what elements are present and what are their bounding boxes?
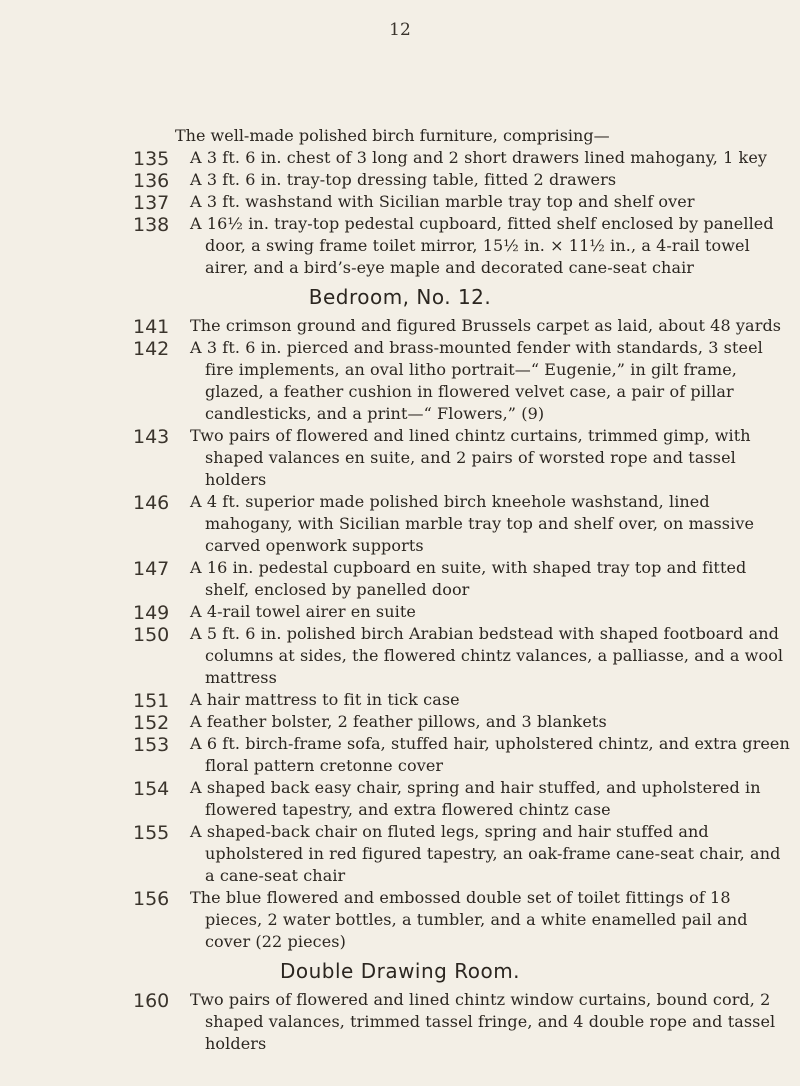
lot-description: A 3 ft. washstand with Sicilian marble tray top and shelf over xyxy=(190,192,695,211)
lot-number: 143 xyxy=(133,426,170,448)
lot-description: A 3 ft. 6 in. chest of 3 long and 2 short drawers lined mahogany, 1 key xyxy=(190,148,768,167)
lot-number: 136 xyxy=(133,170,170,192)
lot-number: 156 xyxy=(133,888,170,910)
lot-description: A 4-rail towel airer en suite xyxy=(190,602,416,621)
lot-number: 160 xyxy=(133,990,170,1012)
lot-number: 154 xyxy=(133,778,170,800)
lot-number: 142 xyxy=(133,338,170,360)
lot-description: The blue flowered and embossed double set of toilet fittings of 18 pieces, 2 water bottles, a tumbler, and a white enamelled pail and cover (22 pieces) xyxy=(190,888,748,951)
lot-description: A feather bolster, 2 feather pillows, and 3 blankets xyxy=(190,712,607,731)
lot-description: The crimson ground and figured Brussels carpet as laid, about 48 yards xyxy=(190,316,782,335)
lot-number: 150 xyxy=(133,624,170,646)
lot-number: 135 xyxy=(133,148,170,170)
lot-number: 155 xyxy=(133,822,170,844)
lot-description: A shaped-back chair on fluted legs, spring and hair stuffed and upholstered in red figured tapestry, an oak-frame cane-seat chair, and a cane-seat chair xyxy=(190,822,781,885)
lot-description: Two pairs of flowered and lined chintz curtains, trimmed gimp, with shaped valances en suite, and 2 pairs of worsted rope and tassel holders xyxy=(190,426,751,489)
section-title: Double Drawing Room. xyxy=(279,959,521,983)
lot-number: 151 xyxy=(133,690,170,712)
lot-description: A hair mattress to fit in tick case xyxy=(190,690,460,709)
lot-description: A 4 ft. superior made polished birch kneehole washstand, lined mahogany, with Sicilian marble tray top and shelf over, on massive carved openwork supports xyxy=(190,492,755,555)
lot-description: A 16 in. pedestal cupboard en suite, with shaped tray top and fitted shelf, enclosed by panelled door xyxy=(190,558,747,599)
lot-number: 153 xyxy=(133,734,170,756)
lot-number: 137 xyxy=(133,192,170,214)
lot-number: 149 xyxy=(133,602,170,624)
lot-description: Two pairs of flowered and lined chintz window curtains, bound cord, 2 shaped valances, trimmed tassel fringe, and 4 double rope and tassel holders xyxy=(190,990,776,1053)
lot-number: 147 xyxy=(133,558,170,580)
lot-number: 138 xyxy=(133,214,170,236)
lot-description: A 3 ft. 6 in. pierced and brass-mounted fender with standards, 3 steel fire implements, an oval litho portrait—“ Eugenie,” in gilt frame, glazed, a feather cushion in flowered velvet case, a pair of pillar candlesticks, and a print—“ Flowers,” (9) xyxy=(190,338,763,423)
lot-description: A shaped back easy chair, spring and hair stuffed, and upholstered in flowered tapestry, and extra flowered chintz case xyxy=(190,778,761,819)
lot-description: A 6 ft. birch-frame sofa, stuffed hair, upholstered chintz, and extra green floral pattern cretonne cover xyxy=(190,734,790,775)
lot-description: A 16½ in. tray-top pedestal cupboard, fitted shelf enclosed by panelled door, a swing frame toilet mirror, 15½ in. × 11½ in., a 4-rail towel airer, and a bird’s-eye maple and decorated cane-seat chair xyxy=(190,214,774,277)
lot-description: A 5 ft. 6 in. polished birch Arabian bedstead with shaped footboard and columns at sides, the flowered chintz valances, a palliasse, and a wool mattress xyxy=(190,624,784,687)
section-title: Bedroom, No. 12. xyxy=(308,285,492,309)
intro-text: The well-made polished birch furniture, comprising— xyxy=(175,126,610,145)
lot-number: 141 xyxy=(133,316,170,338)
lot-number: 146 xyxy=(133,492,170,514)
lot-description: A 3 ft. 6 in. tray-top dressing table, fitted 2 drawers xyxy=(190,170,617,189)
page-number: 12 xyxy=(389,20,411,40)
lot-number: 152 xyxy=(133,712,170,734)
